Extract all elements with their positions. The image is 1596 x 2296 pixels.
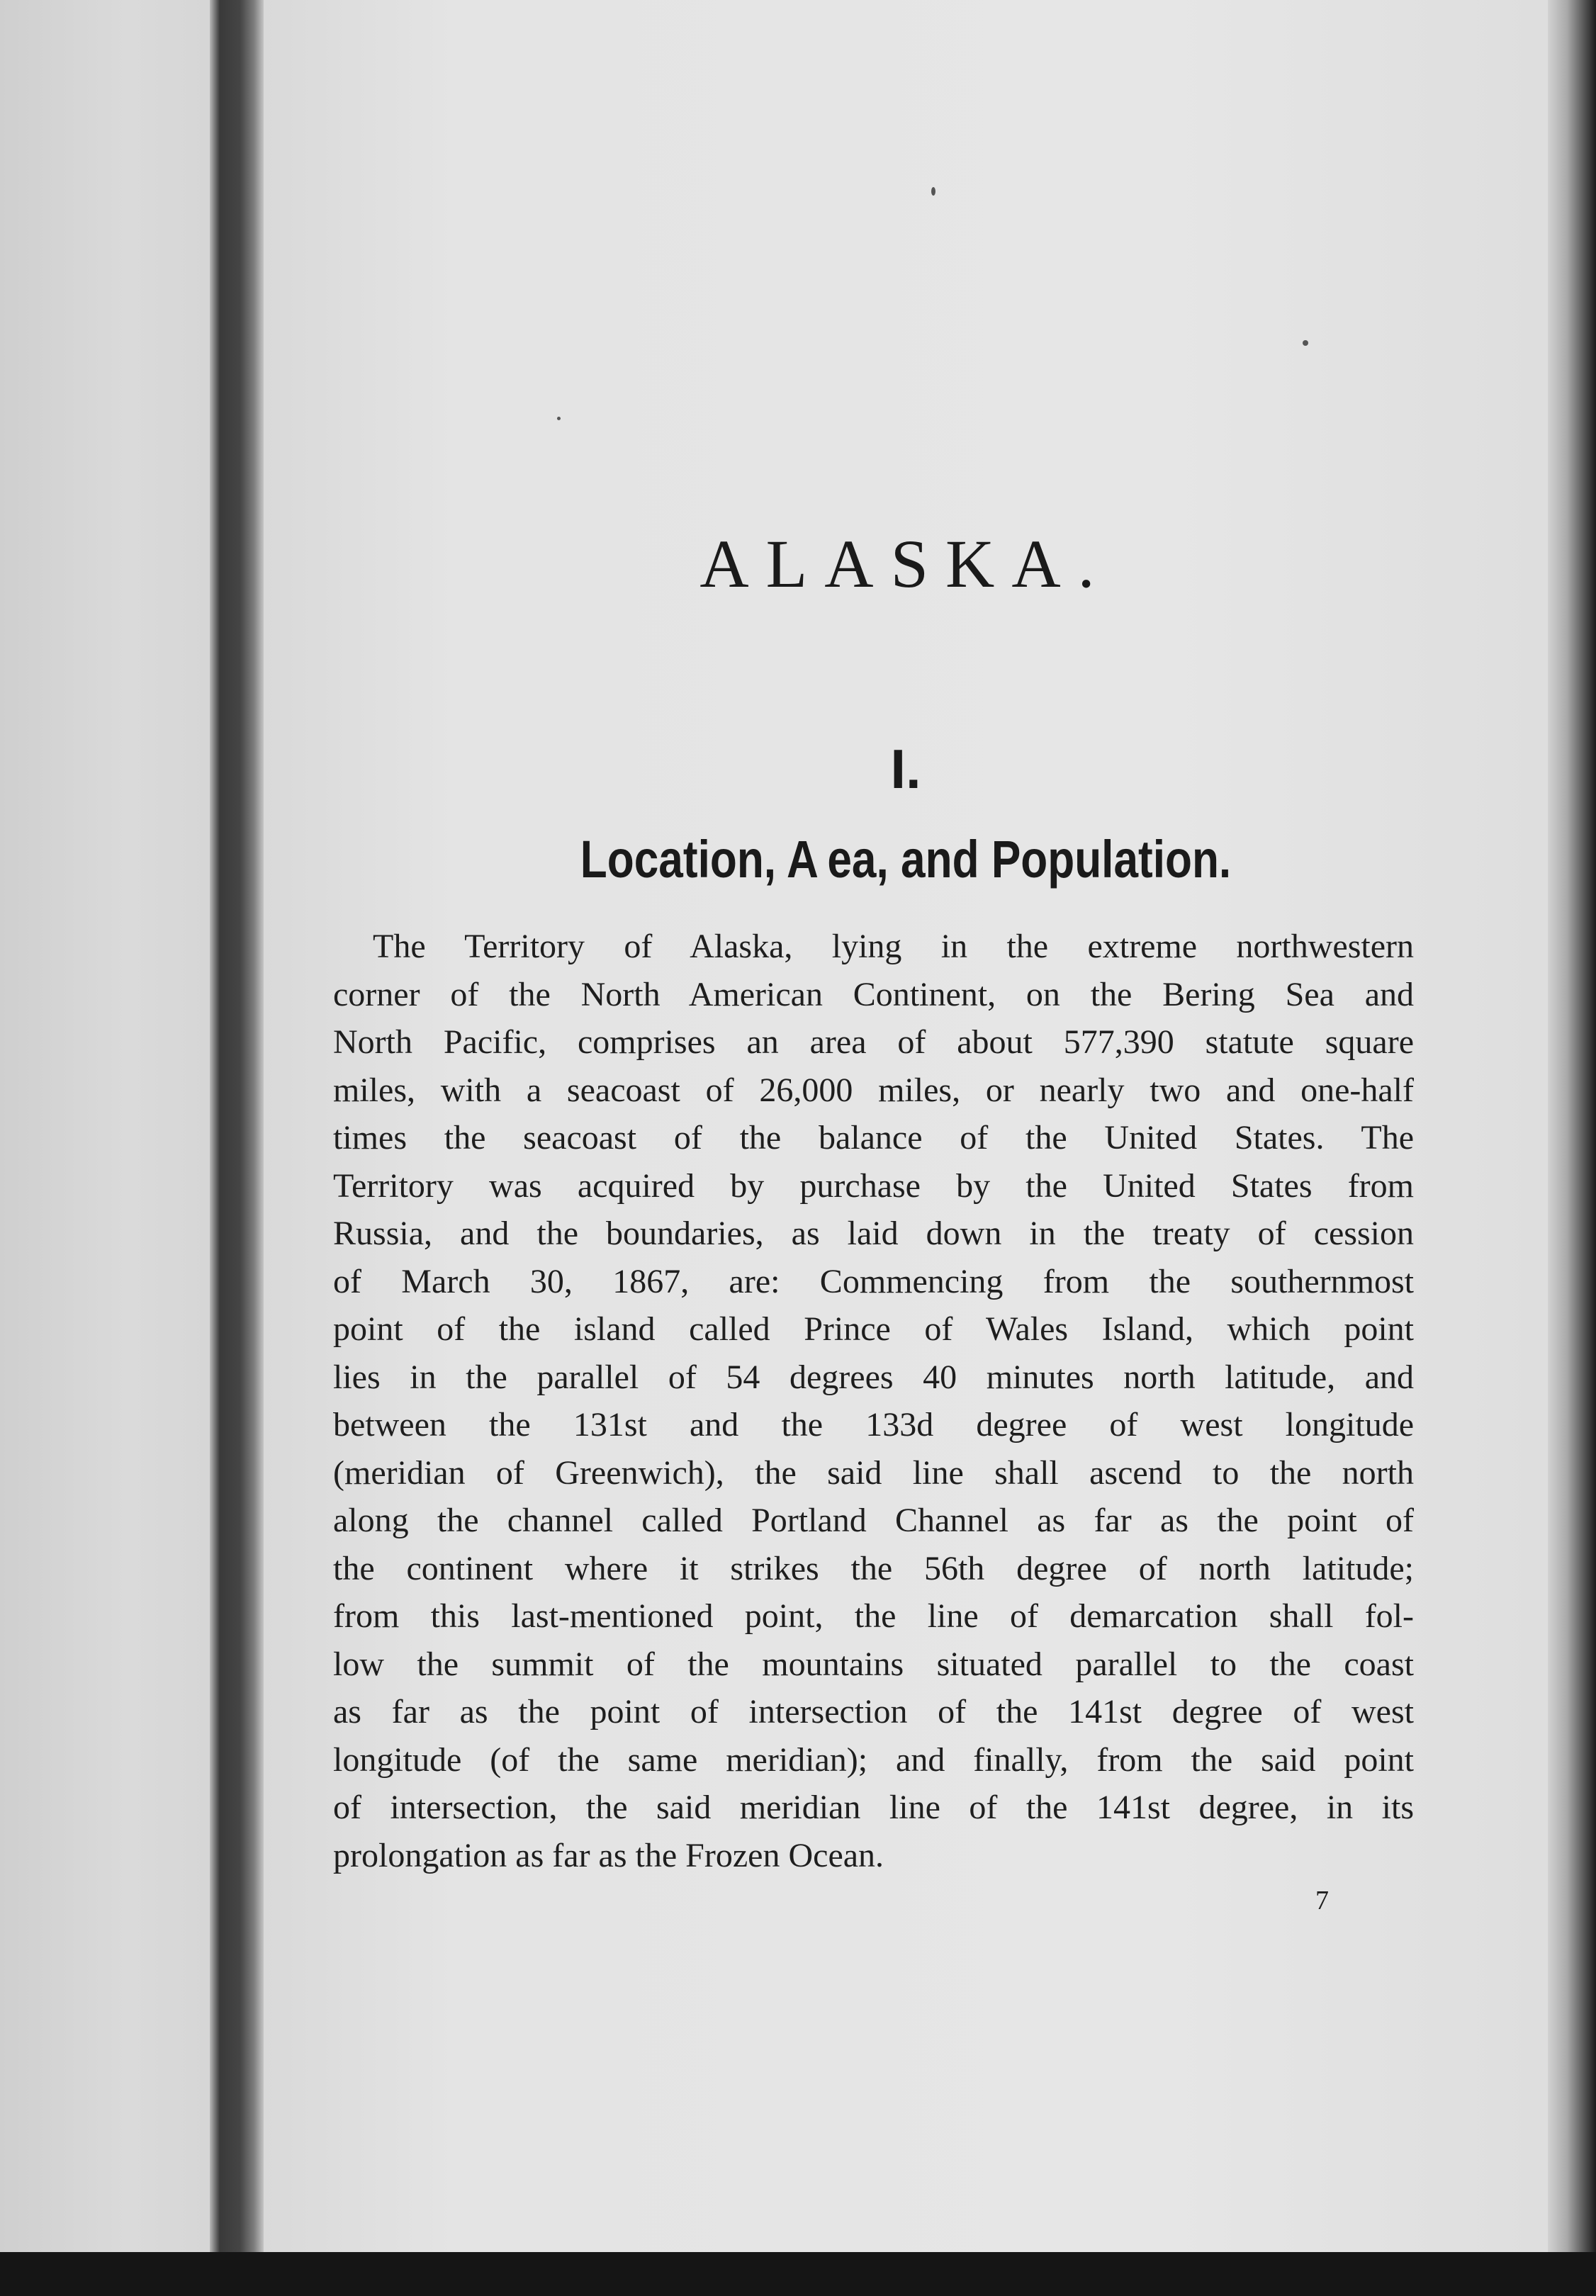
text-line: point of the island called Prince of Wales Island, which point <box>333 1310 1414 1348</box>
section-numeral: I. <box>890 738 921 800</box>
text-line: between the 131st and the 133d degree of west longitude <box>333 1406 1414 1444</box>
text-line: of intersection, the said meridian line of the 141st degree, in its <box>333 1789 1414 1826</box>
text-line: prolongation as far as the Frozen Ocean. <box>333 1836 884 1874</box>
text-line: times the seacoast of the balance of the United States. The <box>333 1119 1414 1157</box>
text-line: North Pacific, comprises an area of about 577,390 statute square <box>333 1023 1414 1061</box>
section-heading: Location, A ea, and Population. <box>580 830 1232 889</box>
text-line: low the summit of the mountains situated parallel to the coast <box>333 1645 1414 1683</box>
text-line: as far as the point of intersection of the 141st degree of west <box>333 1693 1414 1731</box>
page-number: 7 <box>1315 1886 1329 1915</box>
scan-border <box>0 2252 1596 2296</box>
body-paragraph <box>333 923 1414 1879</box>
text-line: from this last-mentioned point, the line of demarcation shall fol- <box>333 1597 1414 1635</box>
text-line: Territory was acquired by purchase by the United States from <box>333 1166 1414 1205</box>
page-edge-shadow <box>1548 0 1596 2252</box>
text-line: along the channel called Portland Channel as far as the point of <box>333 1502 1414 1539</box>
scan-speck <box>1303 340 1308 346</box>
left-page <box>0 0 213 2252</box>
book-spine <box>210 0 265 2252</box>
text-line: (meridian of Greenwich), the said line shall ascend to the north <box>333 1453 1414 1492</box>
page-title: ALASKA. <box>699 526 1112 602</box>
scan-speck <box>557 417 561 420</box>
text-line: lies in the parallel of 54 degrees 40 minutes north latitude, and <box>333 1358 1414 1396</box>
text-line: The Territory of Alaska, lying in the extreme northwestern <box>373 928 1414 965</box>
text-line: miles, with a seacoast of 26,000 miles, or nearly two and one-half <box>333 1071 1414 1109</box>
scan-speck <box>931 187 935 196</box>
text-line: corner of the North American Continent, on the Bering Sea and <box>333 975 1414 1013</box>
text-line: Russia, and the boundaries, as laid down in the treaty of cession <box>333 1215 1414 1252</box>
text-line: the continent where it strikes the 56th degree of north latitude; <box>333 1549 1414 1587</box>
text-line: of March 30, 1867, are: Commencing from the southernmost <box>333 1262 1414 1300</box>
text-line: longitude (of the same meridian); and finally, from the said point <box>333 1740 1414 1779</box>
